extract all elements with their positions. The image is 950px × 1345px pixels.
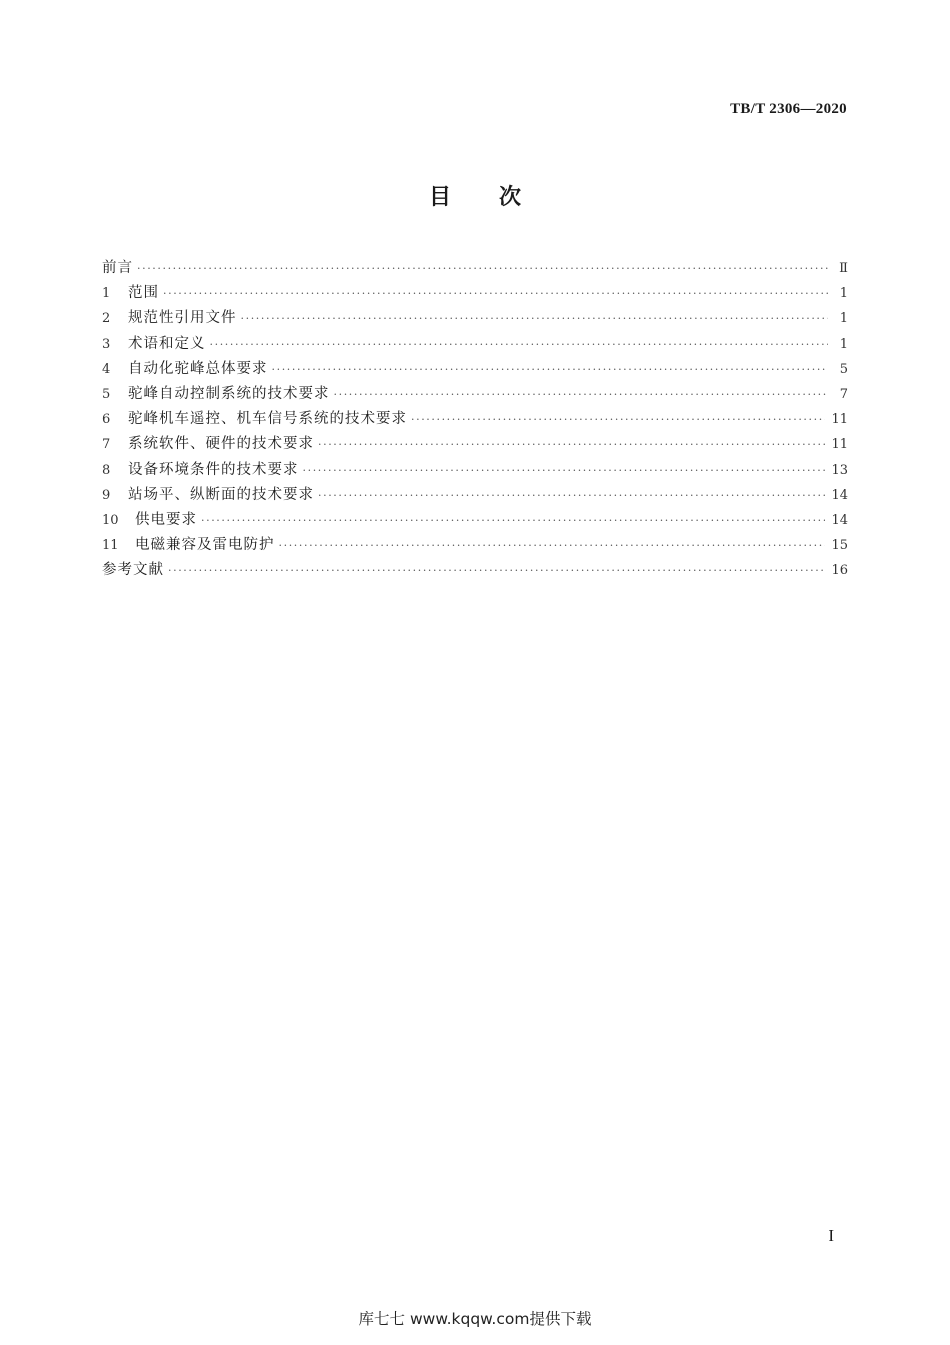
document-code: TB/T 2306—2020 (730, 101, 847, 117)
dot-leader (334, 388, 829, 401)
dot-leader (411, 413, 825, 426)
toc-entry-bibliography[interactable] (102, 558, 848, 583)
dot-leader (318, 489, 825, 502)
toc-entry-7[interactable] (102, 432, 848, 457)
dot-leader (303, 464, 826, 477)
toc-entry-number: 7 (102, 437, 111, 453)
toc-entry-label: 供电要求 (135, 511, 197, 528)
dot-leader (137, 262, 828, 275)
toc-entry-label: 前言 (102, 260, 133, 276)
dot-leader (201, 514, 825, 527)
toc-entry-number: 2 (102, 311, 111, 327)
toc-entry-page: 15 (831, 538, 848, 554)
page-title: 目次 (428, 185, 569, 210)
toc-entry-11[interactable] (102, 533, 848, 558)
toc-entry-number: 6 (102, 412, 111, 428)
toc-entry-number: 9 (102, 487, 111, 503)
toc-entry-page: 11 (831, 412, 848, 428)
toc-entry-4[interactable] (102, 357, 848, 382)
toc-entry-label: 驼峰自动控制系统的技术要求 (128, 385, 330, 402)
toc-entry-label: 参考文献 (102, 562, 164, 579)
toc-entry-2[interactable] (102, 306, 848, 331)
toc-entry-number: 10 (102, 512, 119, 528)
dot-leader (210, 338, 829, 351)
toc-entry-page: 1 (839, 311, 848, 327)
toc-entry-page: 5 (839, 361, 848, 377)
toc-entry-page: 1 (839, 336, 848, 352)
toc-entry-label: 系统软件、硬件的技术要求 (128, 436, 314, 453)
toc-entry-label: 术语和定义 (128, 335, 206, 352)
dot-leader (318, 438, 825, 451)
toc-entry-page: 7 (839, 386, 848, 402)
toc-entry-page: 11 (831, 437, 848, 453)
toc-entry-label: 站场平、纵断面的技术要求 (128, 486, 314, 503)
toc-entry-page: Ⅱ (839, 261, 848, 276)
toc-entry-9[interactable] (102, 483, 848, 508)
toc-entry-label: 驼峰机车遥控、机车信号系统的技术要求 (128, 411, 407, 428)
toc-entry-label: 电磁兼容及雷电防护 (135, 537, 275, 554)
toc-entry-label: 规范性引用文件 (128, 310, 237, 327)
toc-entry-number: 8 (102, 462, 111, 478)
toc-entry-number: 1 (102, 286, 111, 302)
toc-entry-number: 11 (102, 538, 119, 554)
toc-entry-label: 自动化驼峰总体要求 (128, 360, 268, 377)
toc-entry-page: 1 (839, 286, 848, 302)
toc-entry-page: 14 (831, 487, 848, 503)
toc-entry-number: 5 (102, 386, 111, 402)
toc-entry-page: 13 (831, 462, 848, 478)
dot-leader (168, 564, 825, 577)
toc-entry-1[interactable] (102, 281, 848, 306)
dot-leader (272, 363, 829, 376)
dot-leader (163, 287, 828, 300)
dot-leader (279, 539, 826, 552)
toc-entry-number: 3 (102, 336, 111, 352)
toc-entry-3[interactable] (102, 332, 848, 357)
toc-entry-page: 14 (831, 512, 848, 528)
page-number: I (828, 1226, 834, 1245)
toc-entry-foreword[interactable] (102, 256, 848, 281)
toc-entry-5[interactable] (102, 382, 848, 407)
toc-entry-label: 设备环境条件的技术要求 (128, 461, 299, 478)
toc-entry-page: 16 (831, 563, 848, 579)
toc-entry-6[interactable] (102, 407, 848, 432)
dot-leader (241, 312, 829, 325)
toc-entry-10[interactable] (102, 508, 848, 533)
toc-entry-label: 范围 (128, 285, 159, 302)
toc-entry-number: 4 (102, 361, 111, 377)
download-watermark: 库七七 www.kqqw.com提供下载 (358, 1310, 592, 1328)
toc-entry-8[interactable] (102, 458, 848, 483)
table-of-contents (102, 256, 848, 583)
